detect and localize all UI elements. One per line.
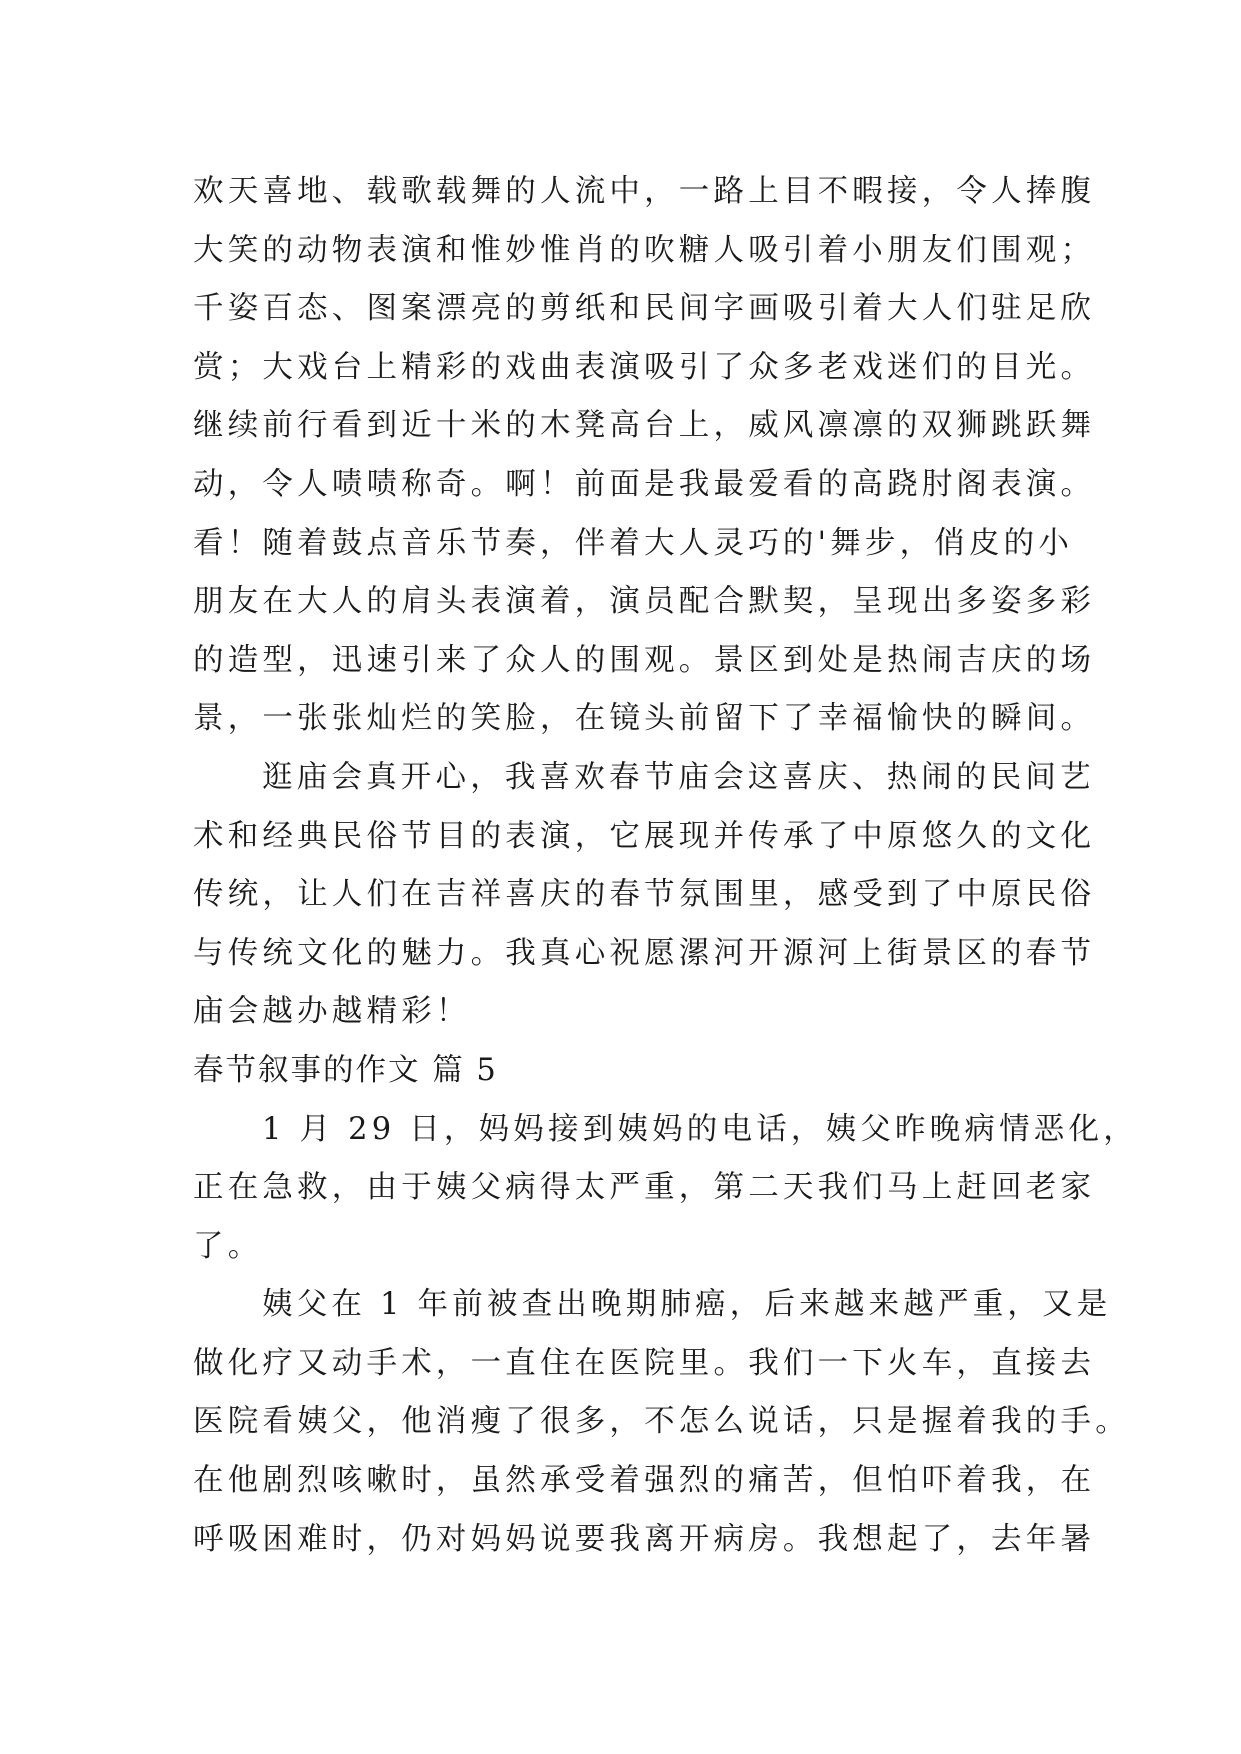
text-line: 姨父在 1 年前被查出晚期肺癌，后来越来越严重，又是	[262, 1287, 1112, 1323]
text-line: 景，一张张灿烂的笑脸，在镜头前留下了幸福愉快的瞬间。	[193, 701, 1096, 737]
text-line: 与传统文化的魅力。我真心祝愿漯河开源河上街景区的春节	[193, 935, 1096, 971]
text-line: 逛庙会真开心，我喜欢春节庙会这喜庆、热闹的民间艺	[262, 759, 1095, 795]
text-line: 正在急救，由于姨父病得太严重，第二天我们马上赶回老家	[193, 1170, 1096, 1206]
text-line: 看！随着鼓点音乐节奏，伴着大人灵巧的'舞步，俏皮的小	[193, 525, 1074, 561]
text-line: 千姿百态、图案漂亮的剪纸和民间字画吸引着大人们驻足欣	[193, 291, 1096, 327]
text-line: 了。	[193, 1228, 263, 1264]
text-line: 在他剧烈咳嗽时，虽然承受着强烈的痛苦，但怕吓着我，在	[193, 1463, 1096, 1499]
text-line: 1 月 29 日，妈妈接到姨妈的电话，姨父昨晚病情恶化，	[262, 1111, 1138, 1147]
text-line: 欢天喜地、载歌载舞的人流中，一路上目不暇接，令人捧腹	[193, 174, 1096, 209]
text-line: 传统，让人们在吉祥喜庆的春节氛围里，感受到了中原民俗	[193, 877, 1096, 913]
text-line: 医院看姨父，他消瘦了很多，不怎么说话，只是握着我的手。	[193, 1404, 1130, 1440]
text-line: 的造型，迅速引来了众人的围观。景区到处是热闹吉庆的场	[193, 642, 1096, 678]
text-line: 继续前行看到近十米的木凳高台上，威风凛凛的双狮跳跃舞	[193, 408, 1096, 444]
text-line: 赏；大戏台上精彩的戏曲表演吸引了众多老戏迷们的目光。	[193, 349, 1096, 385]
text-line: 大笑的动物表演和惟妙惟肖的吹糖人吸引着小朋友们围观；	[193, 232, 1096, 268]
text-line: 术和经典民俗节目的表演，它展现并传承了中原悠久的文化	[193, 818, 1096, 854]
text-line: 呼吸困难时，仍对妈妈说要我离开病房。我想起了，去年暑	[193, 1521, 1096, 1557]
text-line: 庙会越办越精彩！	[193, 994, 471, 1030]
text-line: 朋友在大人的肩头表演着，演员配合默契，呈现出多姿多彩	[193, 584, 1096, 620]
text-line: 做化疗又动手术，一直住在医院里。我们一下火车，直接去	[193, 1345, 1096, 1381]
document-body	[193, 163, 1138, 1569]
text-line: 动，令人啧啧称奇。啊！前面是我最爱看的高跷肘阁表演。	[193, 466, 1096, 502]
section-heading: 春节叙事的作文 篇 5	[193, 1052, 498, 1088]
